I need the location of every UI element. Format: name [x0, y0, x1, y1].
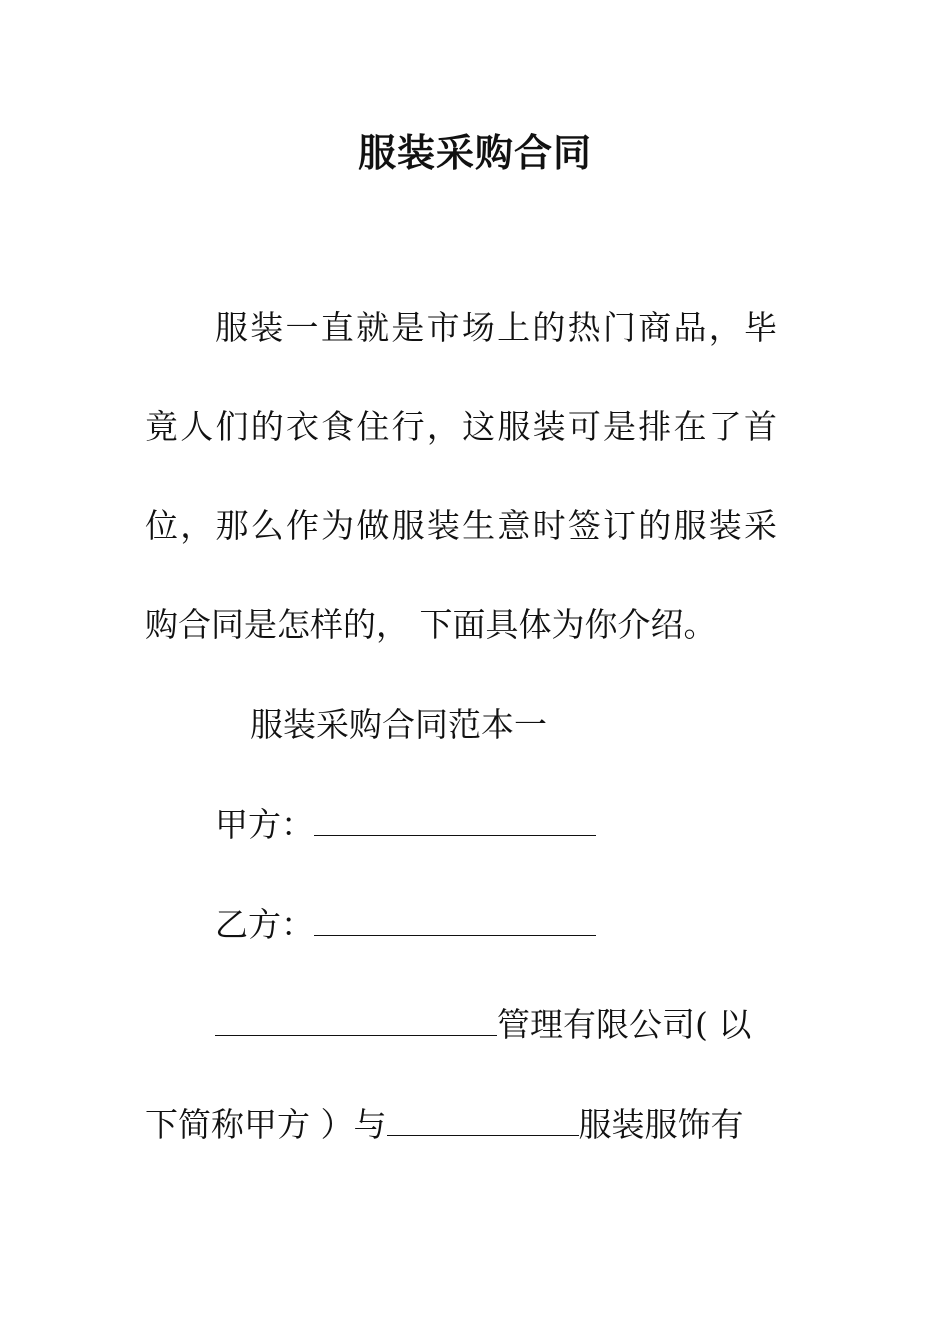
intro-line-3: 位，那么作为做服装生意时签订的服装采: [145, 506, 777, 545]
party-b-row: [215, 903, 596, 947]
clause-line-1: [215, 1003, 751, 1047]
party-b-blank: [314, 905, 596, 936]
party-b-company-blank: [387, 1105, 579, 1136]
intro-line-4: 购合同是怎样的， 下面具体为你介绍。: [145, 605, 717, 644]
party-a-row: [215, 803, 596, 847]
party-a-blank: [314, 805, 596, 836]
section-heading: 服装采购合同范本一: [250, 705, 547, 744]
document-title: 服装采购合同: [357, 130, 592, 175]
intro-line-1: 服装一直就是市场上的热门商品，毕: [215, 308, 777, 347]
clause-line-1-text: 管理有限公司( 以: [497, 1005, 752, 1044]
clause-line-2-prefix: 下简称甲方 ）与: [145, 1105, 387, 1144]
company-name-blank: [215, 1005, 497, 1036]
party-a-label: 甲方：: [215, 805, 314, 844]
clause-line-2-suffix: 服装服饰有: [578, 1105, 744, 1144]
clause-line-2: [145, 1103, 744, 1147]
party-b-label: 乙方：: [215, 905, 314, 944]
intro-line-2: 竟人们的衣食住行，这服装可是排在了首: [145, 407, 777, 446]
